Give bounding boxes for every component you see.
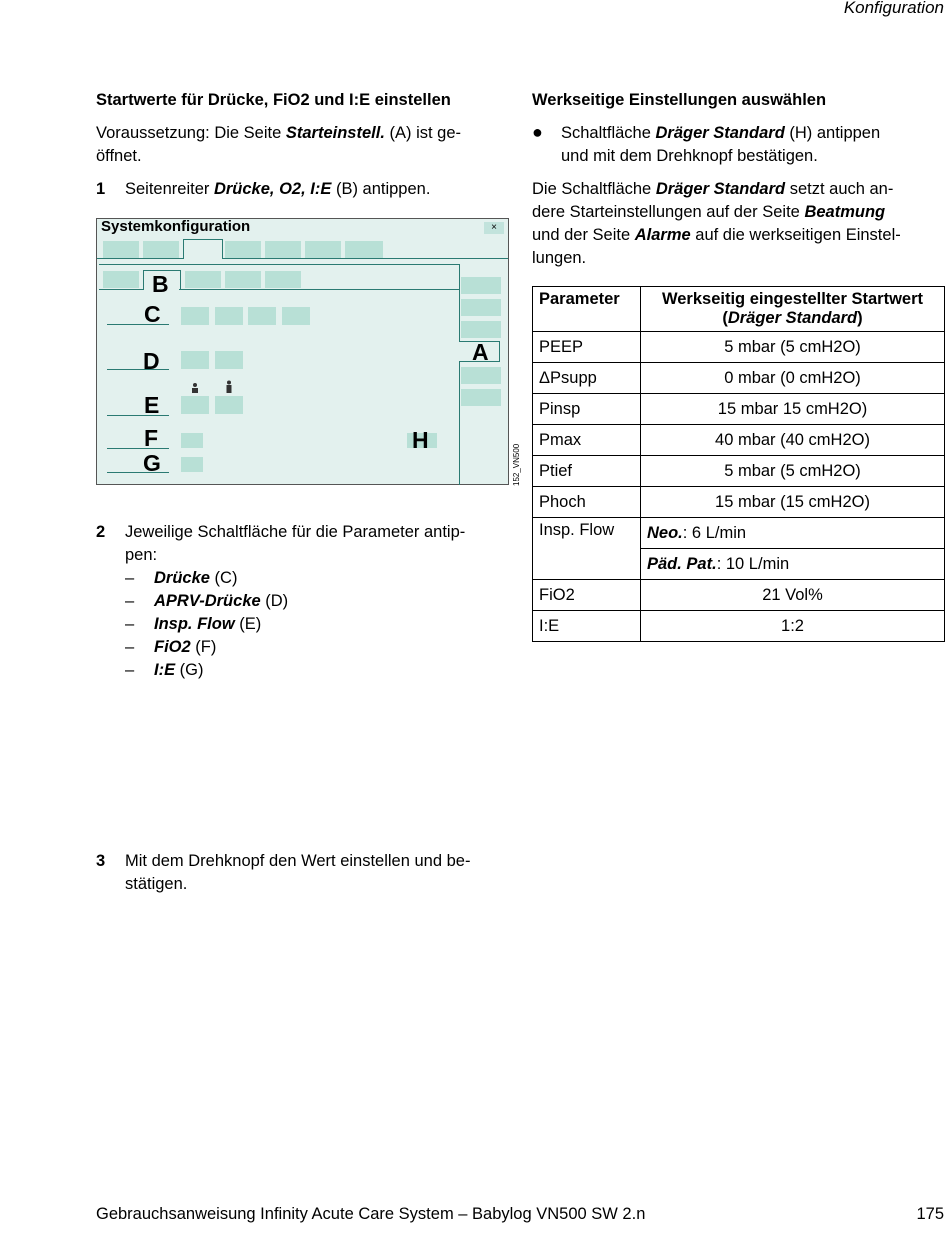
page-number: 175 bbox=[916, 1205, 944, 1223]
aprv-button bbox=[215, 351, 243, 369]
step-1: 1 Seitenreiter Drücke, O2, I:E (B) antippen. bbox=[96, 180, 431, 198]
pressure-button bbox=[181, 307, 209, 325]
top-tab bbox=[305, 241, 341, 258]
list-item: – Insp. Flow (E) bbox=[125, 613, 540, 636]
figure-code: 152_VN500 bbox=[512, 443, 521, 486]
table-row: ΔPsupp 0 mbar (0 cmH2O) bbox=[533, 363, 945, 394]
side-button bbox=[461, 367, 501, 384]
table-row: Ptief 5 mbar (5 cmH2O) bbox=[533, 456, 945, 487]
default-values-table bbox=[532, 286, 945, 642]
left-heading: Startwerte für Drücke, FiO2 und I:E einstellen bbox=[96, 91, 451, 109]
table-row: Päd. Pat.: 10 L/min bbox=[533, 549, 945, 580]
side-button bbox=[461, 277, 501, 294]
pressure-button bbox=[215, 307, 243, 325]
system-configuration-figure bbox=[96, 218, 509, 485]
flow-button bbox=[181, 396, 209, 414]
label-f: F bbox=[144, 425, 159, 451]
figure-title: Systemkonfiguration bbox=[101, 218, 251, 235]
info-paragraph: Die Schaltfläche Dräger Standard setzt auch an- dere Starteinstellungen auf der Seite Beatmung und der Seite Alarme auf die werkseitigen Einstel- lungen. bbox=[532, 180, 901, 267]
side-button bbox=[461, 299, 501, 316]
table-row: Pinsp 15 mbar 15 cmH2O) bbox=[533, 394, 945, 425]
top-tab bbox=[225, 241, 261, 258]
top-tab bbox=[143, 241, 179, 258]
precondition: Voraussetzung: Die Seite Starteinstell. (A) ist ge- öffnet. bbox=[96, 124, 462, 165]
fio2-button bbox=[181, 433, 203, 448]
label-c: C bbox=[144, 301, 161, 327]
bullet-icon: ● bbox=[532, 122, 543, 142]
footer-text: Gebrauchsanweisung Infinity Acute Care System – Babylog VN500 SW 2.n bbox=[96, 1205, 646, 1223]
table-row: Pmax 40 mbar (40 cmH2O) bbox=[533, 425, 945, 456]
top-tab-active bbox=[183, 239, 223, 259]
list-item: – I:E (G) bbox=[125, 659, 540, 682]
step-2: 2 Jeweilige Schaltfläche für die Parameter antip- pen: – Drücke (C) – APRV-Drücke (D) – Insp. Flow (E) – FiO2 (F) – I:E (G) bbox=[96, 521, 540, 682]
flow-button bbox=[215, 396, 243, 414]
close-icon: × bbox=[484, 222, 504, 234]
column-header-parameter: Parameter bbox=[533, 287, 641, 332]
top-tab bbox=[265, 241, 301, 258]
column-header-value: Werkseitig eingestellter Startwert (Dräger Standard) bbox=[641, 287, 945, 332]
aprv-button bbox=[181, 351, 209, 369]
table-row: Insp. Flow Neo.: 6 L/min bbox=[533, 518, 945, 549]
table-row: PEEP 5 mbar (5 cmH2O) bbox=[533, 332, 945, 363]
pediatric-icon bbox=[223, 380, 235, 394]
sub-tab bbox=[225, 271, 261, 288]
section-header: Konfiguration bbox=[843, 0, 944, 17]
sub-tab bbox=[103, 271, 139, 288]
ie-button bbox=[181, 457, 203, 472]
side-button bbox=[461, 389, 501, 406]
side-button bbox=[461, 321, 501, 338]
table-row: Phoch 15 mbar (15 cmH2O) bbox=[533, 487, 945, 518]
label-e: E bbox=[144, 392, 160, 418]
label-b: B bbox=[152, 271, 169, 297]
top-tab bbox=[345, 241, 383, 258]
label-g: G bbox=[143, 450, 161, 476]
table-row: I:E 1:2 bbox=[533, 611, 945, 642]
list-item: – Drücke (C) bbox=[125, 567, 540, 590]
top-tab bbox=[103, 241, 139, 258]
parameter-list bbox=[125, 567, 540, 682]
table-header-row bbox=[533, 287, 945, 332]
step-3: 3 Mit dem Drehknopf den Wert einstellen und be- stätigen. bbox=[96, 852, 471, 893]
label-d: D bbox=[143, 348, 160, 374]
list-item: – APRV-Drücke (D) bbox=[125, 590, 540, 613]
label-h: H bbox=[412, 427, 429, 453]
bullet-item: ● Schaltfläche Dräger Standard (H) antippen und mit dem Drehknopf bestätigen. bbox=[532, 122, 881, 165]
table-row: FiO2 21 Vol% bbox=[533, 580, 945, 611]
sub-tab bbox=[265, 271, 301, 288]
sub-tab bbox=[185, 271, 221, 288]
pressure-button bbox=[248, 307, 276, 325]
list-item: – FiO2 (F) bbox=[125, 636, 540, 659]
right-heading: Werkseitige Einstellungen auswählen bbox=[532, 91, 827, 109]
pressure-button bbox=[282, 307, 310, 325]
infant-icon bbox=[189, 382, 201, 394]
label-a: A bbox=[472, 339, 489, 365]
